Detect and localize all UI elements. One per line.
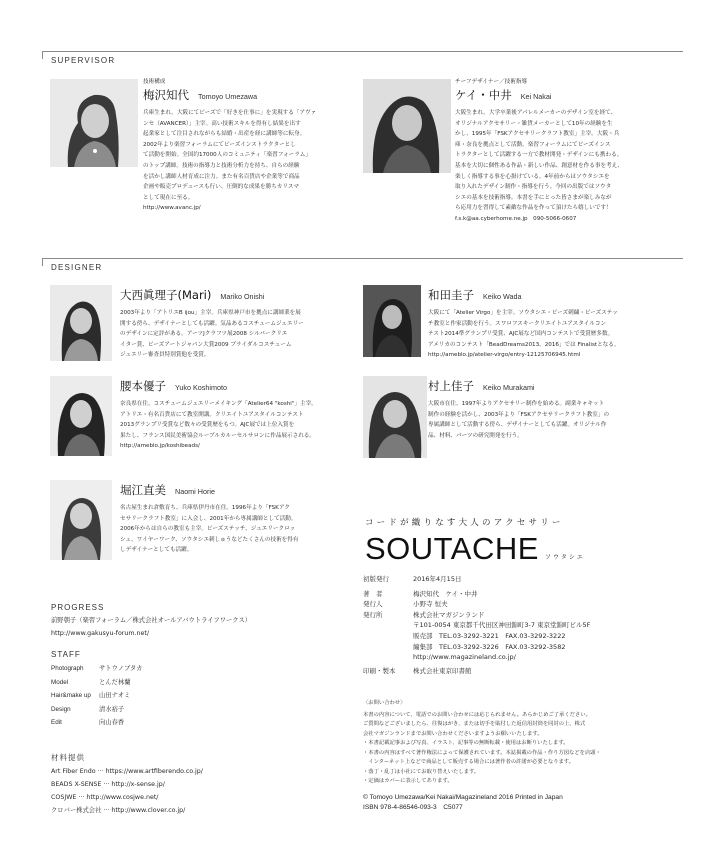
supervisor-divider [42, 51, 683, 52]
note-line: ・本書記載記事および写真、イラスト、記事等の無断転載・使用はお断りいたします。 [363, 740, 569, 746]
colophon-label: 発行人 [363, 600, 383, 609]
designer-name-en: Naomi Horie [175, 487, 215, 496]
supervisor-heading: SUPERVISOR [51, 56, 116, 65]
colophon-value: 株式会社東京印書館 [413, 666, 472, 675]
colophon-label [363, 652, 413, 663]
supervisor-nakai [455, 79, 623, 225]
supervisor-name: ケイ・中井 [455, 88, 512, 102]
materials-heading: 材料提供 [51, 753, 85, 762]
designer-bio [120, 308, 304, 361]
bio-line: 果たし、フランス国民美術協会ルーブルカルーセルサロンに作品展示される。 [120, 432, 315, 439]
colophon-value: 小野寺 恒夫 [413, 600, 448, 609]
bio-line: 取り入れたデザイン制作・指導を行う。今回の出版ではソウタ [455, 184, 612, 191]
colophon-label: 発行所 [363, 610, 383, 619]
bio-line: 企画や販売プロデュースも行い、圧倒的な成果を勝ちカリスマ [143, 184, 299, 191]
bio-line: 起業家として注目されながらも結婚・出産を経に講師等に転身。 [143, 131, 306, 138]
colophon-row [363, 620, 590, 631]
designer-name-en: Keiko Murakami [483, 383, 535, 392]
bio-line: として現在に至る。 [143, 194, 194, 201]
bio-line: 大阪市在住。1997年よりアクセサリー制作を始める。副業キャキット [428, 401, 605, 407]
bio-line: 品、材料、パーツの研究開発を行う。 [428, 432, 523, 439]
bio-line: ら応用力を習得して素敵な作品を作って頂けたら嬉しいです！ [455, 205, 612, 212]
bio-line: シエの基本を技術指導。本書を手にとった皆さまが楽しみなが [455, 194, 612, 201]
colophon-row [363, 589, 590, 600]
staff-role: Edit [51, 719, 62, 726]
portrait-wada [363, 285, 421, 357]
bio-link[interactable]: http://www.avanc.jp/ [143, 205, 201, 212]
colophon-value: 梅沢知代 ケイ・中井 [413, 589, 478, 598]
bio-line: 2013グランプリ受賞など数々の受賞歴をもつ。AJC展では上位入賞を [120, 422, 295, 429]
bio-line: 2002年より楽習フォーラムにてビーズインストラクターとし [143, 141, 296, 148]
staff-name: とんだ林蘭 [99, 678, 131, 686]
note-line: 会社マガジンランドまでお問い合わせくださいますようお願いいたします。 [363, 730, 543, 737]
bio-line: ジュエリー審査員特別賞他を受賞。 [120, 352, 210, 359]
bio-line: かし、1995年「FSKアクセサリークラフト教室」主宰。大阪・兵 [455, 131, 620, 138]
note-line: ・本書の内容はすべて著作権法によって保護されています。本誌掲載の作品・作り方図などを店頭・ [363, 749, 601, 756]
staff-name: サトウノブタカ [99, 665, 143, 672]
designer-wada [428, 286, 619, 361]
designer-name: 村上佳子 [428, 379, 474, 393]
bio-line: オリジナルアクセサリー・雑貨メーカーとして10年の経験を生 [455, 120, 613, 127]
designer-bio [120, 399, 317, 452]
copyright: © Tomoyo Umezawa/Kei Nakai/Magazineland 2016 Printed in Japan [363, 793, 563, 801]
designer-name-en: Mariko Onishi [220, 292, 265, 301]
supervisor-name-en: Tomoyo Umezawa [198, 92, 258, 101]
bio-line: トラクターとして活躍する一方で教材開発・デザインにも携わる。 [455, 152, 623, 159]
colophon-value: 販売部 TEL.03-3292-3221 FAX.03-3292-3222 [413, 631, 566, 640]
bio-line: 名古屋生まれ倉敷育ち、兵庫県伊丹市在住。1996年より「FSKアク [120, 505, 290, 511]
designer-divider-tick [42, 258, 43, 266]
designer-name-en: Yuko Koshimoto [175, 383, 227, 392]
colophon-label: 印刷・製本 [363, 666, 396, 675]
bio-line: シェ、ワイヤーワーク、ソウタシエ刺しゅうなどたくさんの技術を得有 [120, 536, 299, 543]
designer-name-en: Keiko Wada [483, 292, 522, 301]
supervisor-name-en: Kei Nakai [520, 92, 552, 101]
book-tagline: コードが織りなす大人のアクセサリー [365, 518, 564, 528]
progress-credit: 前野朝子（楽習フォーラム／株式会社オールアバウトライフワークス） [51, 617, 252, 624]
portrait-nakai [363, 79, 451, 173]
colophon-label: 著 者 [363, 589, 383, 598]
designer-koshimoto [120, 377, 317, 452]
colophon-label [363, 642, 413, 653]
bio-line: アメリカのコンテスト「BeadDreams2013、2016」では Finalistとなる。 [428, 341, 620, 348]
designer-bio [428, 308, 619, 361]
bio-line: テスト2014準グランプリ受賞、AJC展など国内コンテストで受賞歴多数。 [428, 331, 614, 338]
bio-link[interactable]: http://ameblo.jp/koshibeads/ [120, 443, 200, 450]
bio-link[interactable]: http://ameblo.jp/atelier-virgo/entry-12125706945.html [428, 352, 581, 359]
staff-name: 向山春香 [99, 719, 125, 726]
colophon-label [363, 620, 413, 631]
staff-role: Hair&make up [51, 692, 91, 699]
bio-line: チ教室と作家活動を行う。スワロフスキークリエイトユアスタイルコン [428, 320, 607, 327]
book-title-kana: ソウタシエ [544, 554, 585, 561]
staff-role: Model [51, 678, 69, 686]
note-line: インターネット上などで商品として販売する場合には著作者の許諾が必要となります。 [363, 759, 574, 765]
staff-row [51, 716, 142, 730]
bio-line: 奈良県在住。コスチュームジュエリーメイキング「Atelier64 "koshi"」主宰。 [120, 401, 317, 407]
staff-row [51, 703, 142, 717]
staff-role: Design [51, 705, 71, 713]
material-supplier[interactable]: Art Fiber Endo ··· https://www.artfiberendo.co.jp/ [51, 768, 203, 775]
bio-line: 庫・奈良を拠点として活動。楽習フォーラムにてビーズインス [455, 141, 611, 148]
colophon-row [363, 599, 590, 610]
notes-heading: 〈お問い合わせ〉 [363, 700, 406, 706]
colophon-value: 株式会社マガジンランド [413, 610, 485, 619]
book-title-block [365, 516, 585, 566]
staff-name: 清水裕子 [99, 705, 125, 713]
bio-line: 制作の経験を活かし、2003年より「FSKアクセサリークラフト教室」の [428, 411, 610, 418]
colophon-label [363, 631, 413, 642]
supervisor-bio [455, 108, 623, 225]
materials-block [51, 752, 203, 817]
progress-link[interactable]: http://www.gakusyu-forum.net/ [51, 630, 149, 637]
bio-line: イター賞、ビーズアートジャパン大賞2009 ブライダルコスチューム [120, 341, 292, 348]
note-line: ご質問などございましたら、往復はがき、または切手を貼付した返信用封筒を同封の上、株式 [363, 721, 586, 727]
designer-horie [120, 481, 298, 556]
book-title: SOUTACHE [365, 531, 539, 566]
colophon-value: 編集部 TEL.03-3292-3226 FAX.03-3292-3582 [413, 642, 566, 651]
staff-role: Photograph [51, 665, 84, 672]
colophon-row [363, 610, 590, 621]
bio-line: 兵庫生まれ。大阪にてビーズで「好きを仕事に」を実現する「アヴァ [143, 110, 317, 116]
isbn: ISBN 978-4-86546-093-3 C5077 [363, 803, 463, 811]
portrait-horie [50, 480, 112, 560]
progress-heading: PROGRESS [51, 603, 105, 612]
colophon-link[interactable]: http://www.magazineland.co.jp/ [413, 653, 516, 662]
note-line: ・落丁・乱丁は小社にてお取り替えいたします。 [363, 768, 480, 775]
designer-onishi [120, 286, 304, 361]
colophon-value: 2016年4月15日 [413, 575, 462, 583]
bio-line: 楽しく指導する事を心掛けている。4年前からはソウタシエを [455, 173, 610, 180]
supervisor-role: 技術構成 [143, 79, 166, 85]
designer-name: 大西眞理子(Mari) [120, 288, 212, 302]
bio-line: 2003年より「アトリエB ijou」主宰。兵庫県神戸市を拠点に講師業を展 [120, 310, 301, 316]
supervisor-bio [143, 108, 316, 214]
bio-line: て活動を開始。全国約17000人のコミュニティ「楽習フォーラム」 [143, 152, 311, 159]
bio-line: 開する傍ら、デザイナーとしても活躍。気品あるコスチュームジュエリー [120, 320, 304, 327]
material-supplier[interactable]: BEADS X-SENSE ··· http://x-sense.jp/ [51, 781, 165, 788]
staff-heading: STAFF [51, 650, 81, 659]
portrait-umezawa [50, 79, 138, 167]
designer-divider [42, 258, 683, 259]
colophon-row [363, 642, 590, 653]
colophon-label: 初版発行 [363, 575, 389, 583]
note-line: ・定価はカバーに表示してあります。 [363, 778, 453, 784]
colophon-row [363, 666, 590, 677]
staff-row [51, 676, 142, 690]
staff-block [51, 650, 142, 730]
bio-line: 基本を大切に個性ある作品・新しい作品、創意材を作る事を考え、 [455, 162, 624, 169]
material-supplier[interactable]: COSJWE ··· http://www.cosjwe.net/ [51, 794, 159, 801]
bio-line: 大阪生まれ。大学卒業後アパレルメーカーのデザイン室を経て、 [455, 110, 617, 116]
supervisor-name: 梅沢知代 [143, 88, 189, 102]
colophon-row [363, 631, 590, 642]
bio-line: セサリークラフト教室」に入会し、2001年から専属講師として活動。 [120, 515, 297, 522]
inquiry-notes [363, 699, 601, 813]
bio-line: アトリエ・有名百貨店にて教室開講。クリエイトユアスタイルコンテスト [120, 411, 304, 418]
progress-block [51, 603, 251, 640]
designer-murakami [428, 377, 609, 441]
bio-contact[interactable]: f.s.k@aa.cyberhome.ne.jp 090-5066-0607 [455, 215, 577, 222]
colophon-row [363, 574, 590, 585]
designer-bio [120, 503, 298, 556]
designer-bio [428, 399, 609, 441]
portrait-koshimoto [50, 376, 112, 456]
notes-body [363, 711, 601, 787]
designer-name: 堀江直美 [120, 483, 166, 497]
note-line: 本書の内容について、電話でのお問い合わせには応じられません。あらかじめご了承ください。 [363, 711, 591, 718]
portrait-onishi [50, 285, 112, 361]
bio-line: のデザインに定評がある。アーツJクラフツ展2008 シルバークリエ [120, 331, 288, 338]
bio-line: 専属講師として活動する傍ら、デザイナーとしても活躍。オリジナル作 [428, 422, 607, 429]
supervisor-role: チーフデザイナー／技術指導 [455, 79, 528, 85]
colophon-row [363, 652, 590, 663]
colophon [363, 574, 590, 676]
colophon-value: 〒101-0054 東京都千代田区神田錦町3-7 東京堂錦町ビル5F [413, 621, 591, 630]
bio-line: 2006年からは自らの教室も主宰。ビーズステッチ、ジュエリークロッ [120, 526, 296, 533]
staff-name: 山田ナオミ [99, 692, 131, 699]
supervisor-umezawa [143, 79, 316, 214]
designer-name: 腰本優子 [120, 379, 166, 393]
designer-name: 和田圭子 [428, 288, 474, 302]
bio-line: ンセ（AVANCER）」主宰。高い技術スキルを得有し結果を出す [143, 120, 301, 127]
bio-line: を活かし講師人材育成に注力。また有名百貨店や企業等で商品 [143, 173, 300, 180]
bio-line: しデザイナーとしても活躍。 [120, 547, 193, 554]
portrait-murakami [363, 376, 427, 458]
material-supplier[interactable]: クロバー株式会社 ··· http://www.clover.co.jp/ [51, 807, 186, 814]
designer-heading: DESIGNER [51, 263, 103, 272]
supervisor-divider-tick [42, 51, 43, 59]
bio-line: のトップ講師。技術の指導力と技術分析力を持ち、自らの経験 [143, 162, 300, 169]
staff-row [51, 662, 142, 676]
staff-row [51, 689, 142, 703]
bio-line: 大阪にて「Atelier Virgo」を主宰。ソウタシエ・ビーズ刺繍・ビーズステッ [428, 310, 618, 316]
